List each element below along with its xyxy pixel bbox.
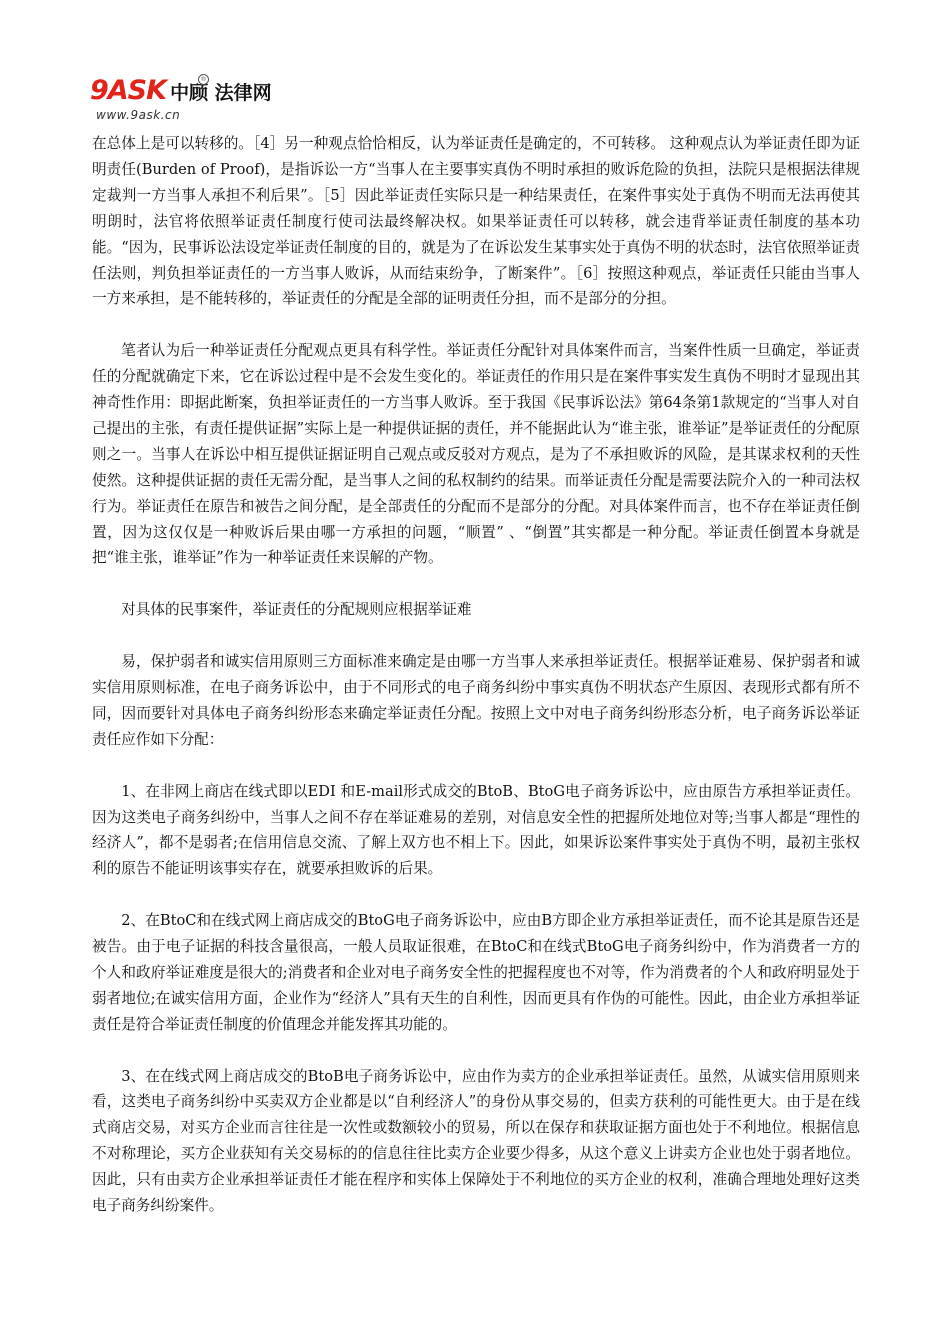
paragraph-4: 易，保护弱者和诚实信用原则三方面标准来确定是由哪一方当事人来承担举证责任。根据举证难易、保护弱者和诚实信用原则标准，在电子商务诉讼中，由于不同形式的电子商务纠纷中事实真伪不明状态产生原因、表现形式都有所不同，因而要针对具体电子商务纠纷形态来确定举证责任分配。按照上文中对电子商务纠纷形态分析，电子商务诉讼举证责任应作如下分配：: [92, 653, 860, 748]
logo-mark: [90, 74, 272, 108]
site-logo: [90, 74, 290, 126]
registered-mark-icon: ®: [198, 74, 209, 85]
logo-ask-text: 9ASK: [90, 75, 167, 106]
document-body: [92, 131, 860, 1219]
paragraph-3: 对具体的民事案件，举证责任的分配规则应根据举证难: [121, 601, 472, 619]
paragraph-1: 在总体上是可以转移的。［4］另一种观点恰恰相反，认为举证责任是确定的，不可转移。 这种观点认为举证责任即为证明责任(Burden of Proof)，是指诉讼一方“当事人在主要事实真伪不明时承担的败诉危险的负担，法院只是根据法律规定裁判一方当事人承担不利后果”。［5］因此举证责任实际只是一种结果责任，在案件事实处于真伪不明而无法再使其明朗时，法官将依照举证责任制度行使司法最终解决权。如果举证责任可以转移，就会违背举证责任制度的基本功能。“因为，民事诉讼法设定举证责任制度的目的，就是为了在诉讼发生某事实处于真伪不明的状态时，法官依照举证责任法则，判负担举证责任的一方当事人败诉，从而结束纷争，了断案件”。［6］按照这种观点，举证责任只能由当事人一方来承担，是不能转移的，举证责任的分配是全部的证明责任分担，而不是部分的分担。: [92, 135, 860, 308]
paragraph-6: 2、在BtoC和在线式网上商店成交的BtoG电子商务诉讼中，应由B方即企业方承担举证责任，而不论其是原告还是被告。由于电子证据的科技含量很高，一般人员取证很难，在BtoC和在线式BtoG电子商务纠纷中，作为消费者一方的个人和政府举证难度是很大的;消费者和企业对电子商务安全性的把握程度也不对等，作为消费者的个人和政府明显处于弱者地位;在诚实信用方面，企业作为“经济人”具有天生的自利性，因而更具有作伪的可能性。因此，由企业方承担举证责任是符合举证责任制度的价值理念并能发挥其功能的。: [92, 912, 860, 1033]
logo-url: www.9ask.cn: [96, 108, 181, 122]
paragraph-2: 笔者认为后一种举证责任分配观点更具有科学性。举证责任分配针对具体案件而言，当案件性质一旦确定，举证责任的分配就确定下来，它在诉讼过程中是不会发生变化的。举证责任的作用只是在案件事实发生真伪不明时才显现出其神奇性作用：即据此断案，负担举证责任的一方当事人败诉。至于我国《民事诉讼法》第64条第1款规定的“当事人对自己提出的主张，有责任提供证据”实际上是一种提供证据的责任，并不能据此认为“谁主张，谁举证”是举证责任的分配原则之一。当事人在诉讼中相互提供证据证明自己观点或反驳对方观点，是为了不承担败诉的风险，是其谋求权利的天性使然。这种提供证据的责任无需分配，是当事人之间的私权制约的结果。而举证责任分配是需要法院介入的一种司法权行为。举证责任在原告和被告之间分配，是全部责任的分配而不是部分的分配。对具体案件而言，也不存在举证责任倒置，因为这仅仅是一种败诉后果由哪一方承担的问题，“顺置” 、“倒置”其实都是一种分配。举证责任倒置本身就是把“谁主张，谁举证”作为一种举证责任来误解的产物。: [92, 342, 860, 567]
logo-cn-text: 中顾 法律网: [170, 82, 272, 104]
paragraph-5: 1、在非网上商店在线式即以EDI 和E-mail形式成交的BtoB、BtoG电子商务诉讼中，应由原告方承担举证责任。因为这类电子商务纠纷中，当事人之间不存在举证难易的差别，对信息安全性的把握所处地位对等;当事人都是“理性的经济人”，都不是弱者;在信用信息交流、了解上双方也不相上下。因此，如果诉讼案件事实处于真伪不明，最初主张权利的原告不能证明该事实存在，就要承担败诉的后果。: [92, 782, 860, 878]
paragraph-7: 3、在在线式网上商店成交的BtoB电子商务诉讼中，应由作为卖方的企业承担举证责任。虽然，从诚实信用原则来看，这类电子商务纠纷中买卖双方企业都是以“自利经济人”的身份从事交易的，但卖方获利的可能性更大。由于是在线式商店交易，对买方企业而言往往是一次性或数额较小的贸易，所以在保存和获取证据方面也处于不利地位。根据信息不对称理论，买方企业获知有关交易标的的信息往往比卖方企业要少得多，从这个意义上讲卖方企业也处于弱者地位。因此，只有由卖方企业承担举证责任才能在程序和实体上保障处于不利地位的买方企业的权利，准确合理地处理好这类电子商务纠纷案件。: [92, 1067, 860, 1215]
